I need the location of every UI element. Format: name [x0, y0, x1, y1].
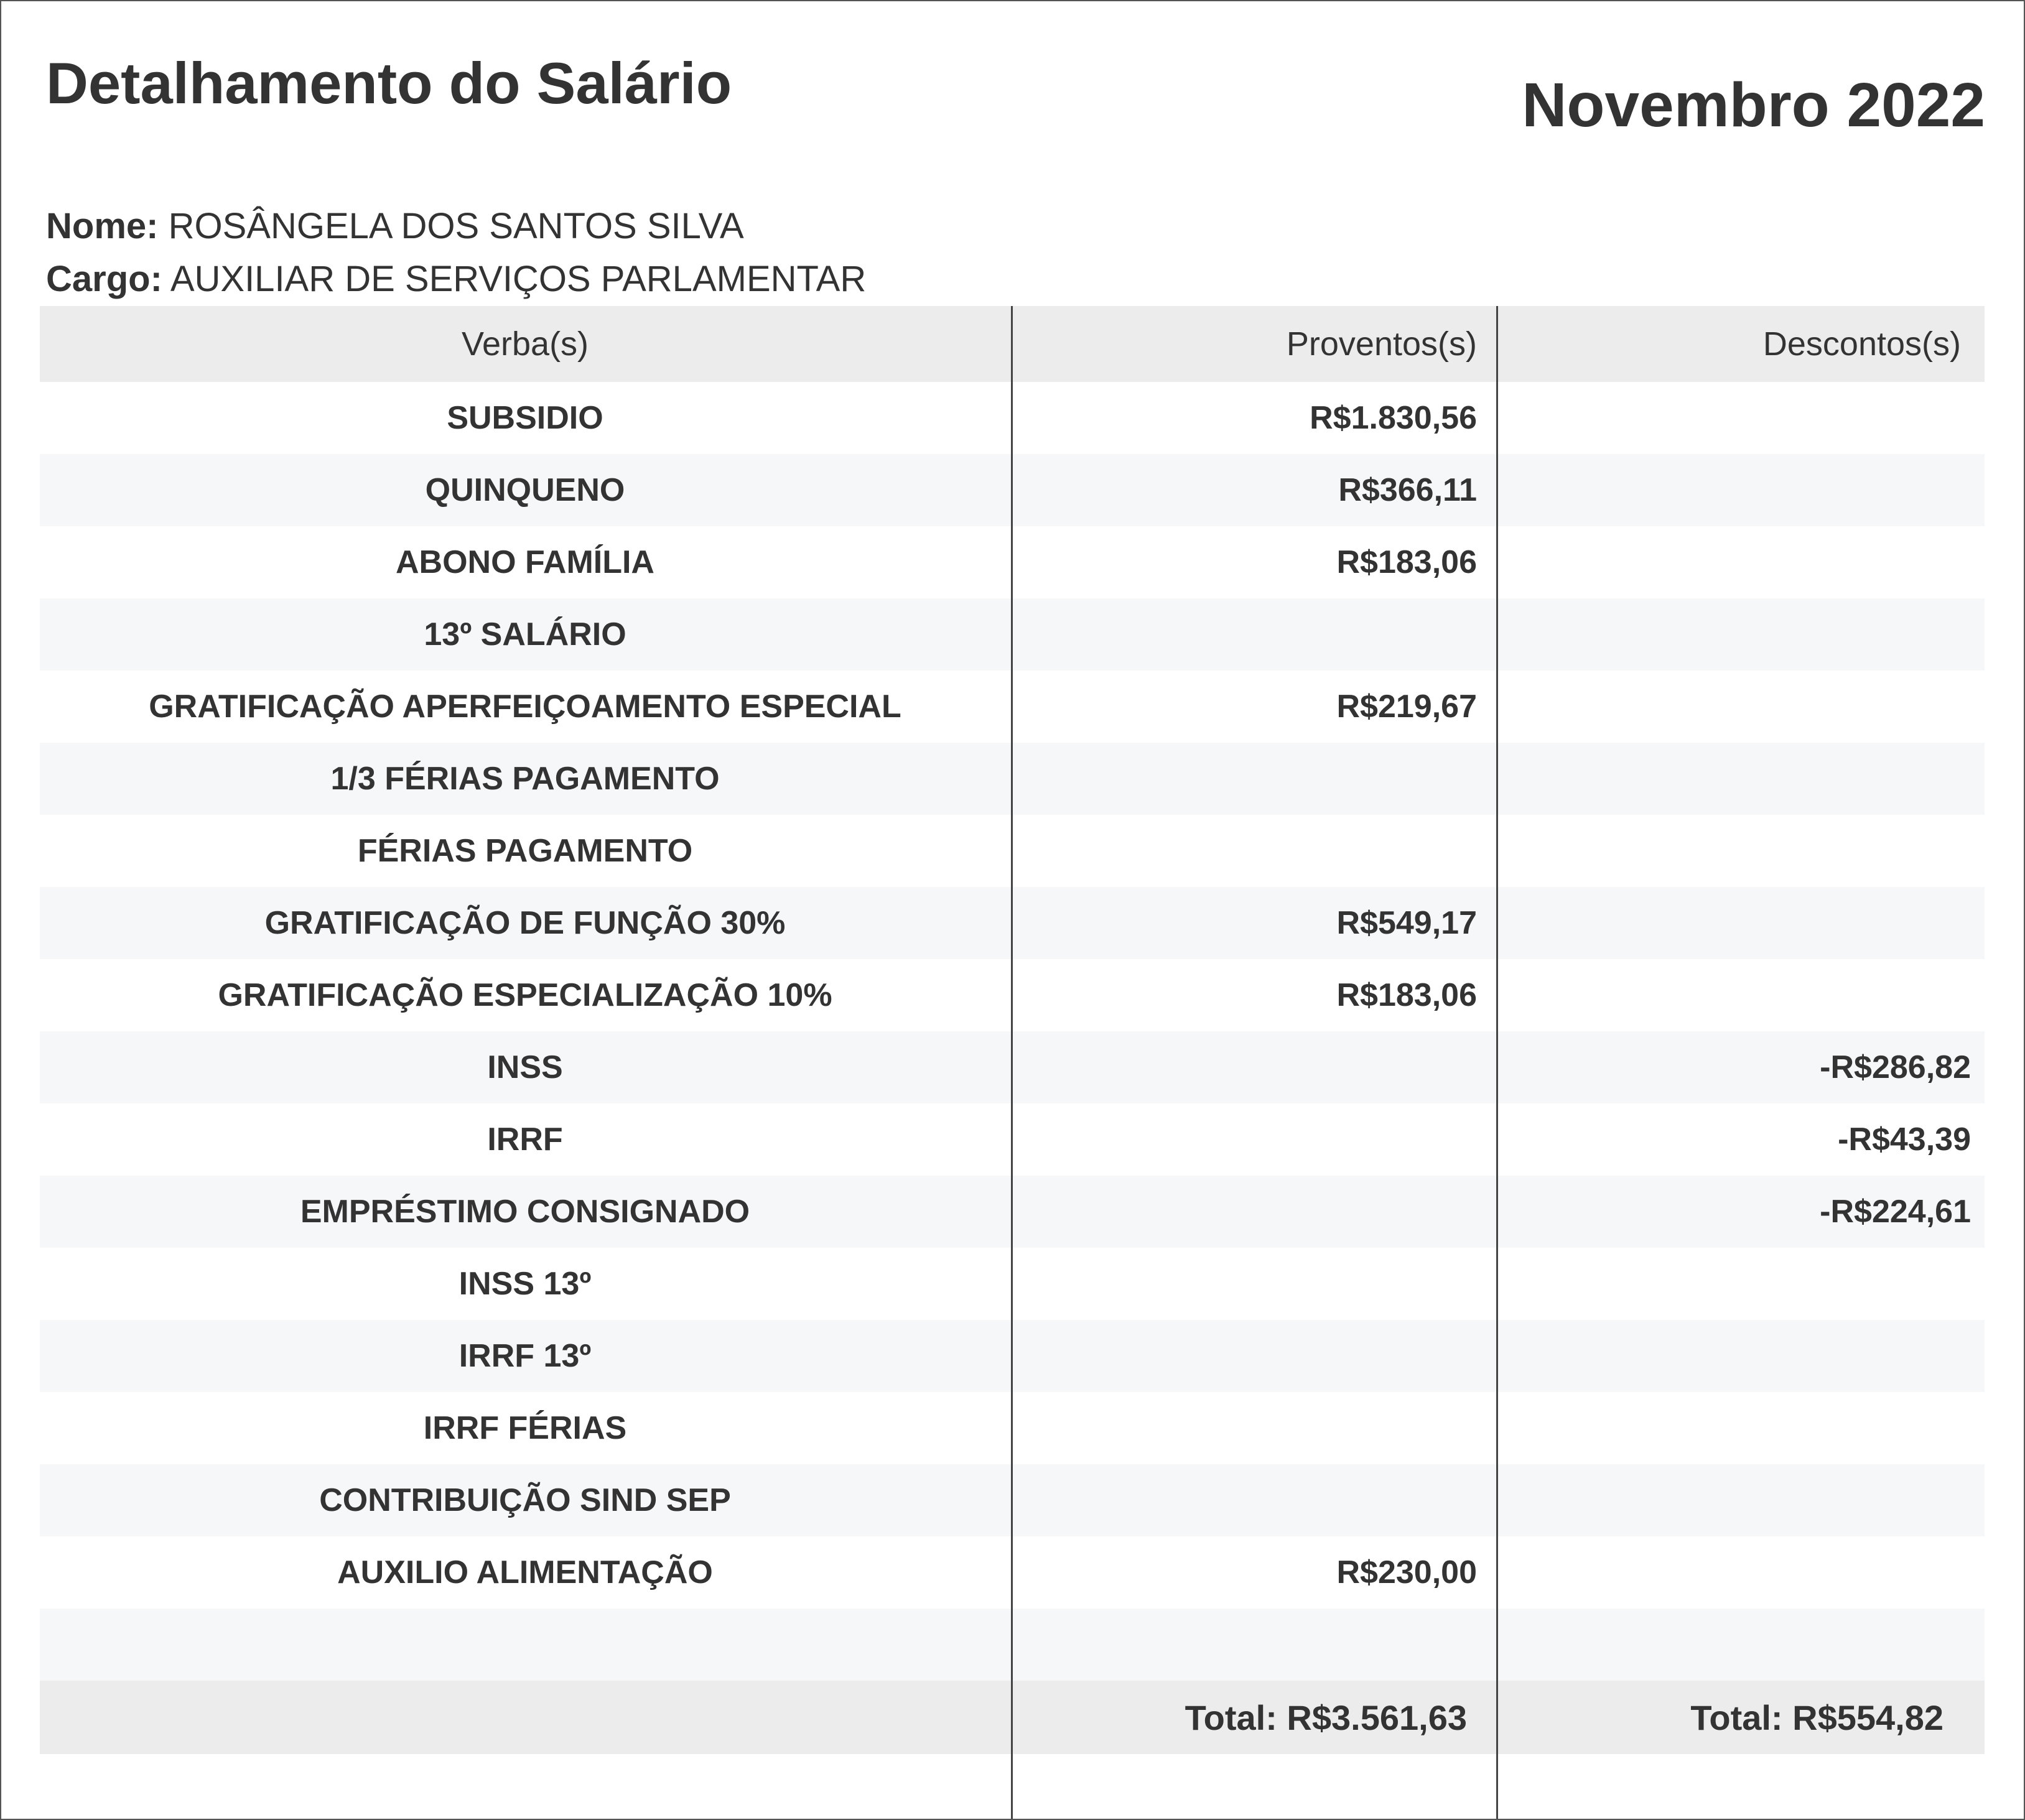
name-label: Nome:: [46, 206, 159, 246]
descontos-cell: -R$43,39: [1838, 1121, 1971, 1158]
proventos-cell: [1013, 1103, 1498, 1176]
verba-cell: GRATIFICAÇÃO ESPECIALIZAÇÃO 10%: [218, 977, 832, 1013]
verba-cell: FÉRIAS PAGAMENTO: [357, 833, 693, 869]
total-descontos: Total: R$554,82: [1690, 1697, 1944, 1737]
verba-cell: AUXILIO ALIMENTAÇÃO: [337, 1554, 713, 1590]
descontos-cell: [1498, 959, 1985, 1031]
descontos-cell: [1498, 1248, 1985, 1320]
descontos-cell: [1498, 1464, 1985, 1536]
descontos-cell: [1498, 1392, 1985, 1464]
proventos-cell: R$366,11: [1338, 472, 1477, 508]
period-label: Novembro 2022: [1522, 70, 1985, 140]
proventos-cell: [1013, 1176, 1498, 1248]
descontos-cell: [1498, 1609, 1985, 1681]
column-header-proventos: Proventos(s): [1286, 325, 1477, 363]
verba-cell: ABONO FAMÍLIA: [396, 544, 654, 580]
total-proventos: Total: R$3.561,63: [1185, 1697, 1467, 1737]
proventos-cell: [1013, 1609, 1498, 1681]
verba-cell: IRRF: [487, 1121, 563, 1158]
verba-cell: INSS: [487, 1049, 563, 1085]
employee-name: ROSÂNGELA DOS SANTOS SILVA: [168, 206, 744, 246]
descontos-cell: [1498, 743, 1985, 815]
verba-cell: CONTRIBUIÇÃO SIND SEP: [319, 1482, 731, 1518]
proventos-cell: [1013, 598, 1498, 671]
descontos-cell: [1498, 598, 1985, 671]
descontos-cell: [1498, 671, 1985, 743]
verba-cell: EMPRÉSTIMO CONSIGNADO: [300, 1194, 750, 1230]
proventos-cell: [1013, 1031, 1498, 1103]
verba-cell: IRRF FÉRIAS: [423, 1410, 627, 1446]
descontos-cell: [1498, 526, 1985, 598]
proventos-cell: [1013, 743, 1498, 815]
employee-name-line: [46, 205, 744, 247]
verba-cell: SUBSIDIO: [447, 400, 603, 436]
employee-role: AUXILIAR DE SERVIÇOS PARLAMENTAR: [170, 259, 867, 299]
verba-cell: IRRF 13º: [459, 1338, 592, 1374]
employee-role-line: [46, 258, 866, 300]
verba-cell: 1/3 FÉRIAS PAGAMENTO: [330, 761, 720, 797]
descontos-cell: [1498, 454, 1985, 526]
descontos-cell: -R$224,61: [1820, 1194, 1971, 1230]
verba-cell: GRATIFICAÇÃO DE FUNÇÃO 30%: [264, 905, 786, 941]
verba-cell: GRATIFICAÇÃO APERFEIÇOAMENTO ESPECIAL: [149, 689, 901, 725]
descontos-cell: [1498, 1536, 1985, 1609]
proventos-cell: [1013, 1320, 1498, 1392]
descontos-cell: [1498, 815, 1985, 887]
proventos-cell: R$219,67: [1336, 689, 1477, 725]
totals-verba-cell: [40, 1681, 1010, 1754]
proventos-cell: R$549,17: [1336, 905, 1477, 941]
column-header-verba: Verba(s): [461, 325, 589, 363]
verba-cell: [40, 1609, 1010, 1681]
verba-cell: 13º SALÁRIO: [424, 616, 626, 652]
descontos-cell: [1498, 1320, 1985, 1392]
column-divider-2: [1496, 306, 1498, 1819]
proventos-cell: [1013, 1464, 1498, 1536]
proventos-cell: R$1.830,56: [1310, 400, 1477, 436]
descontos-cell: [1498, 382, 1985, 454]
verba-cell: INSS 13º: [459, 1266, 592, 1302]
proventos-cell: R$183,06: [1336, 544, 1477, 580]
page-title: Detalhamento do Salário: [46, 50, 732, 116]
column-divider-1: [1011, 306, 1013, 1819]
proventos-cell: R$183,06: [1336, 977, 1477, 1013]
column-header-descontos: Descontos(s): [1762, 325, 1961, 363]
proventos-cell: [1013, 815, 1498, 887]
role-label: Cargo:: [46, 259, 162, 299]
descontos-cell: -R$286,82: [1820, 1049, 1971, 1085]
proventos-cell: [1013, 1248, 1498, 1320]
proventos-cell: R$230,00: [1336, 1554, 1477, 1590]
verba-cell: QUINQUENO: [425, 472, 625, 508]
descontos-cell: [1498, 887, 1985, 959]
proventos-cell: [1013, 1392, 1498, 1464]
